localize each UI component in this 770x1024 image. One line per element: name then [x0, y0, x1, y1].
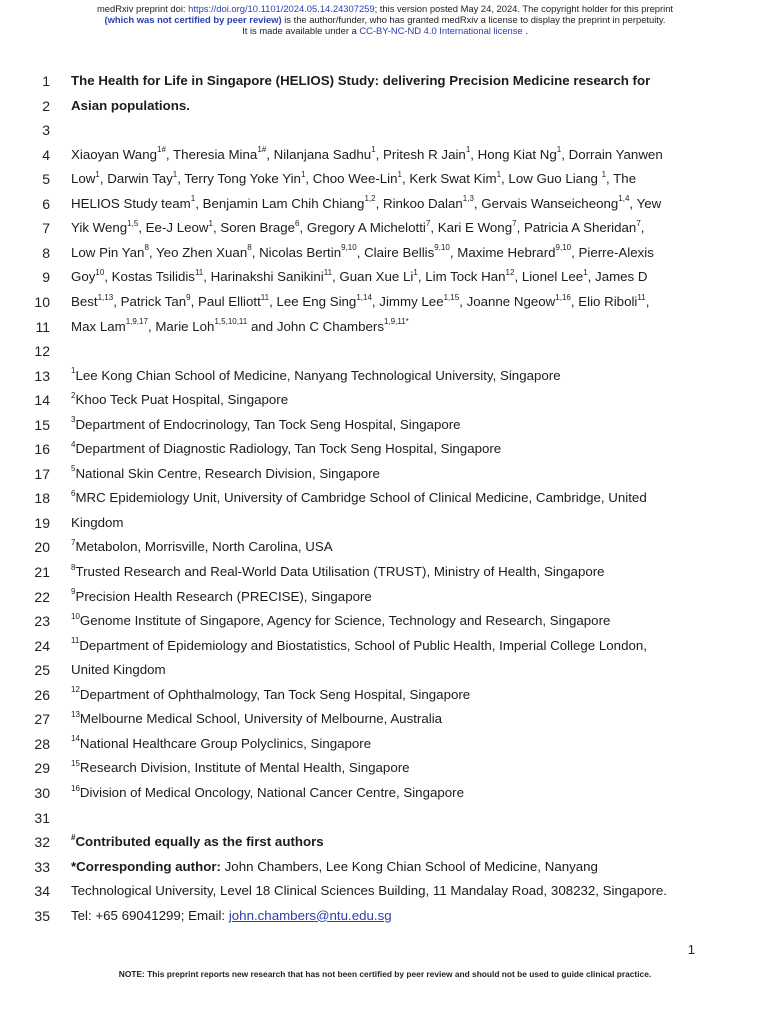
line-number: 10 — [34, 293, 50, 310]
affiliation-superscript: 11 — [71, 636, 80, 646]
text-run: , Choo Wee-Lin — [305, 171, 398, 187]
line-text — [71, 587, 710, 607]
manuscript-line — [0, 857, 770, 877]
line-text — [71, 145, 710, 165]
line-number: 28 — [34, 735, 50, 752]
line-text — [71, 439, 710, 459]
line-text — [71, 832, 710, 852]
text-run: , Soren Brage — [212, 220, 296, 236]
manuscript-line — [0, 488, 770, 508]
line-text — [71, 611, 710, 631]
text-run: , — [645, 293, 650, 309]
text-run: , Nicolas Bertin — [251, 244, 342, 260]
text-run: , Marie Loh — [147, 318, 215, 334]
doi-link[interactable]: https://doi.org/10.1101/2024.05.14.24307259 — [188, 3, 375, 14]
manuscript-line — [0, 685, 770, 705]
preprint-header-line-1: medRxiv preprint doi: https://doi.org/10.1101/2024.05.14.24307259; this version posted May 24, 2024. The copyright holder for this preprint — [96, 3, 674, 14]
line-text — [71, 906, 710, 926]
affiliation-superscript: # — [71, 832, 76, 842]
line-text — [71, 243, 710, 263]
affiliation-superscript: 1# — [157, 145, 166, 155]
manuscript-line — [0, 734, 770, 754]
text-run: , Jimmy Lee — [371, 293, 444, 309]
manuscript-line — [0, 96, 770, 116]
text-run: Best — [71, 293, 98, 309]
line-text — [71, 169, 710, 189]
line-text — [71, 415, 710, 435]
manuscript-line — [0, 808, 770, 828]
manuscript-line — [0, 243, 770, 263]
text-run: Metabolon, Morrisville, North Carolina, USA — [75, 539, 333, 555]
affiliation-superscript: 1 — [300, 169, 306, 179]
text-run: , Pierre-Alexis — [571, 244, 654, 260]
affiliation-superscript: 8 — [71, 562, 76, 572]
affiliation-superscript: 1,3 — [462, 194, 474, 204]
affiliation-superscript: 10 — [71, 611, 80, 621]
text-run: National Skin Centre, Research Division, Singapore — [75, 465, 380, 481]
email-link[interactable]: john.chambers@ntu.edu.sg — [228, 907, 392, 923]
manuscript-line — [0, 562, 770, 582]
affiliation-superscript: 1 — [371, 145, 376, 155]
affiliation-superscript: 9,10 — [434, 243, 450, 253]
text-run: , Nilanjana Sadhu — [266, 146, 372, 162]
line-number: 14 — [34, 392, 50, 409]
line-number: 27 — [34, 711, 50, 728]
manuscript-line — [0, 783, 770, 803]
text-run: Max Lam — [71, 318, 126, 334]
line-number: 17 — [34, 465, 50, 482]
line-number: 23 — [34, 613, 50, 630]
text-run: , Rinkoo Dalan — [375, 195, 463, 211]
text-run: , Joanne Ngeow — [459, 293, 556, 309]
text-run: Contributed equally as the first authors — [75, 834, 324, 850]
affiliation-superscript: 1,14 — [356, 292, 372, 302]
line-number: 18 — [34, 490, 50, 507]
text-run: , Maxime Hebrard — [449, 244, 556, 260]
text-run: Department of Endocrinology, Tan Tock Seng Hospital, Singapore — [75, 416, 461, 432]
text-run: Xiaoyan Wang — [71, 146, 157, 162]
line-text: Technological University, Level 18 Clinical Sciences Building, 11 Mandalay Road, 308232, Singapore. — [71, 883, 668, 899]
affiliation-superscript: 1,15 — [443, 292, 460, 302]
text-run: , Kerk Swat Kim — [402, 171, 497, 187]
affiliation-superscript: 2 — [71, 390, 76, 400]
text-run: , Low Guo Liang — [501, 171, 602, 187]
affiliation-superscript: 6 — [71, 488, 76, 498]
text-run: , Lim Tock Han — [417, 269, 506, 285]
line-text — [71, 194, 710, 214]
text-run: , Yew — [629, 195, 662, 211]
text-run: , Paul Elliott — [190, 293, 261, 309]
line-text — [71, 218, 710, 238]
affiliation-superscript: 12 — [505, 267, 515, 277]
affiliation-superscript: 9,10 — [341, 243, 357, 253]
line-number: 8 — [42, 244, 50, 261]
line-text: The Health for Life in Singapore (HELIOS) Study: delivering Precision Medicine research for — [71, 73, 651, 88]
manuscript-line — [0, 267, 770, 287]
text-run: Trusted Research and Real-World Data Utilisation (TRUST), Ministry of Health, Singapore — [75, 564, 605, 579]
line-number: 13 — [34, 367, 50, 384]
affiliation-superscript: 3 — [71, 415, 76, 425]
line-number: 34 — [34, 883, 50, 900]
line-text — [71, 390, 710, 410]
affiliation-superscript: 1 — [208, 218, 213, 228]
manuscript-line — [0, 120, 770, 140]
text-run: , Guan Xue Li — [332, 269, 414, 285]
text-run: Department of Ophthalmology, Tan Tock Seng Hospital, Singapore — [79, 686, 471, 702]
line-text: Asian populations. — [71, 97, 190, 113]
line-number: 24 — [34, 637, 50, 654]
line-number: 35 — [34, 907, 50, 924]
manuscript-line — [0, 611, 770, 631]
text-run: Lee Kong Chian School of Medicine, Nanyang Technological University, Singapore — [75, 367, 561, 383]
text-run: , Harinakshi Sanikini — [203, 269, 324, 285]
line-number: 32 — [34, 834, 50, 851]
manuscript-line — [0, 660, 770, 680]
text-run: , Yeo Zhen Xuan — [148, 244, 248, 260]
affiliation-superscript: 1 — [172, 169, 178, 179]
text-run: Research Division, Institute of Mental Health, Singapore — [79, 760, 410, 776]
affiliation-superscript: 7 — [636, 218, 641, 228]
affiliation-superscript: 16 — [71, 783, 80, 793]
manuscript-line — [0, 832, 770, 852]
affiliation-superscript: 12 — [71, 685, 80, 695]
line-number: 25 — [34, 662, 50, 679]
affiliation-superscript: 1,9,11* — [384, 317, 409, 327]
text-run: , Patricia A Sheridan — [516, 220, 637, 236]
affiliation-superscript: 1 — [413, 267, 418, 277]
text-run: HELIOS Study team — [71, 195, 191, 211]
line-number: 29 — [34, 760, 50, 777]
text-run: , Lee Eng Sing — [269, 293, 357, 309]
manuscript-line — [0, 194, 770, 214]
line-text — [71, 685, 710, 705]
manuscript-line — [0, 71, 770, 91]
manuscript-line — [0, 906, 770, 926]
text-run: Khoo Teck Puat Hospital, Singapore — [75, 392, 289, 408]
line-number: 9 — [42, 269, 50, 286]
page-number: 1 — [687, 942, 695, 957]
manuscript-line — [0, 513, 770, 533]
affiliation-superscript: 14 — [71, 734, 80, 744]
line-text — [71, 857, 710, 877]
line-number: 2 — [42, 97, 50, 114]
affiliation-superscript: 15 — [71, 758, 80, 768]
text-run: Department of Diagnostic Radiology, Tan Tock Seng Hospital, Singapore — [75, 441, 502, 457]
affiliation-superscript: 1 — [465, 145, 471, 155]
line-number: 1 — [42, 73, 50, 89]
affiliation-superscript: 1 — [190, 194, 196, 204]
text-run: MRC Epidemiology Unit, University of Cambridge School of Clinical Medicine, Cambridge, United — [75, 490, 647, 506]
text-run: , James D — [587, 269, 648, 285]
line-number: 33 — [34, 858, 50, 875]
text-run: Yik Weng — [71, 220, 128, 236]
line-number: 12 — [34, 343, 50, 360]
text-run: *Corresponding author: — [71, 858, 221, 874]
affiliation-superscript: 11 — [323, 267, 333, 277]
line-text — [71, 488, 710, 508]
text-run: Low Pin Yan — [71, 244, 145, 260]
text-run: , Theresia Mina — [165, 146, 258, 162]
text-run: , Lionel Lee — [514, 269, 584, 285]
line-text — [71, 317, 710, 337]
manuscript-line — [0, 758, 770, 778]
line-number: 5 — [42, 171, 50, 188]
text-run: , Pritesh R Jain — [375, 146, 466, 162]
line-number: 3 — [42, 122, 50, 139]
line-text: United Kingdom — [71, 662, 166, 678]
line-text — [71, 758, 710, 778]
affiliation-superscript: 9,10 — [555, 243, 572, 253]
line-number: 15 — [34, 416, 50, 433]
manuscript-line — [0, 169, 770, 189]
manuscript-line — [0, 292, 770, 312]
text-run: , Gregory A Michelotti — [299, 220, 426, 236]
line-number: 6 — [42, 195, 50, 212]
line-text — [71, 709, 710, 729]
line-text — [71, 464, 710, 484]
affiliation-superscript: 8 — [144, 243, 149, 253]
affiliation-superscript: 1 — [71, 366, 76, 376]
line-text — [71, 537, 710, 557]
affiliation-superscript: 11 — [194, 267, 204, 277]
manuscript-line — [0, 317, 770, 337]
text-run: John Chambers, Lee Kong Chian School of Medicine, Nanyang — [220, 858, 598, 874]
line-number: 11 — [35, 318, 50, 335]
line-number: 16 — [34, 441, 50, 458]
text-run: , Kari E Wong — [430, 220, 513, 236]
manuscript-line — [0, 218, 770, 238]
affiliation-superscript: 8 — [247, 243, 252, 253]
line-number: 20 — [34, 539, 50, 556]
manuscript-line — [0, 881, 770, 901]
manuscript-line — [0, 464, 770, 484]
affiliation-superscript: 5 — [71, 464, 76, 474]
line-text — [71, 734, 710, 754]
text-run: , Gervais Wanseicheong — [473, 195, 619, 211]
manuscript-line — [0, 587, 770, 607]
text-run: , Elio Riboli — [570, 293, 638, 309]
line-number: 30 — [34, 784, 50, 801]
affiliation-superscript: 4 — [71, 439, 76, 449]
affiliation-superscript: 11 — [260, 292, 270, 302]
line-text — [71, 783, 710, 803]
line-text: Kingdom — [71, 514, 124, 530]
affiliation-superscript: 13 — [71, 709, 80, 719]
text-run: , Terry Tong Yoke Yin — [177, 171, 301, 187]
text-run: Precision Health Research (PRECISE), Singapore — [75, 588, 372, 604]
line-number: 26 — [34, 686, 50, 703]
line-text — [71, 366, 710, 386]
text-run: , Darwin Tay — [99, 171, 173, 187]
text-run: , Benjamin Lam Chih Chiang — [195, 195, 365, 211]
line-number: 4 — [42, 146, 50, 163]
affiliation-superscript: 1,4 — [618, 194, 630, 204]
affiliation-superscript: 9 — [186, 292, 191, 302]
affiliation-superscript: 7 — [425, 218, 431, 228]
line-number: 19 — [34, 514, 50, 531]
line-text — [71, 636, 710, 656]
manuscript-line — [0, 709, 770, 729]
license-link[interactable]: CC-BY-NC-ND 4.0 International license — [359, 25, 523, 36]
affiliation-superscript: 11 — [637, 292, 646, 302]
affiliation-superscript: 1 — [397, 169, 402, 179]
manuscript-line — [0, 366, 770, 386]
preprint-header-line-3: It is made available under a CC-BY-NC-ND 4.0 International license . — [242, 25, 528, 36]
affiliation-superscript: 1 — [95, 169, 100, 179]
affiliation-superscript: 7 — [71, 538, 76, 548]
affiliation-superscript: 1 — [496, 169, 502, 179]
text-run: Genome Institute of Singapore, Agency for Science, Technology and Research, Singapore — [79, 613, 611, 629]
manuscript-line — [0, 415, 770, 435]
affiliation-superscript: 9 — [71, 587, 76, 597]
manuscript-line — [0, 341, 770, 361]
text-run: , Hong Kiat Ng — [470, 146, 557, 162]
line-number: 31 — [34, 809, 50, 826]
text-run: , — [640, 220, 645, 236]
text-run: , Ee-J Leow — [138, 220, 209, 236]
text-run: , The — [606, 171, 637, 187]
text-run: , Claire Bellis — [356, 244, 435, 260]
text-run: Tel: +65 69041299; Email: — [71, 907, 229, 923]
line-number: 7 — [42, 220, 50, 237]
affiliation-superscript: 1# — [257, 145, 267, 155]
affiliation-superscript: 1 — [556, 145, 562, 155]
manuscript-line — [0, 145, 770, 165]
affiliation-superscript: 1,9,17 — [125, 317, 148, 327]
affiliation-superscript: 1,13 — [97, 292, 114, 302]
line-text — [71, 267, 710, 287]
affiliation-superscript: 10 — [95, 267, 105, 277]
affiliation-superscript: 7 — [512, 218, 517, 228]
manuscript-line — [0, 439, 770, 459]
preprint-header-line-2: (which was not certified by peer review) is the author/funder, who has granted medRxiv a license to display the preprint in perpetuity. — [104, 14, 666, 25]
affiliation-superscript: 1 — [583, 267, 588, 277]
text-run: , Kostas Tsilidis — [104, 269, 195, 285]
manuscript-line — [0, 537, 770, 557]
text-run: National Healthcare Group Polyclinics, Singapore — [79, 735, 372, 751]
text-run: , Patrick Tan — [113, 293, 187, 309]
text-run: Low — [71, 171, 96, 187]
line-number: 22 — [34, 588, 50, 605]
text-run: Department of Epidemiology and Biostatistics, School of Public Health, Imperial College London, — [79, 637, 647, 653]
text-run: and John C Chambers — [247, 318, 384, 334]
line-text — [71, 292, 710, 312]
text-run: Division of Medical Oncology, National Cancer Centre, Singapore — [79, 784, 464, 800]
footer-note: NOTE: This preprint reports new research that has not been certified by peer review and should not be used to guide clinical practice. — [118, 969, 652, 979]
affiliation-superscript: 1,5,10,11 — [214, 317, 248, 327]
affiliation-superscript: 1,2 — [364, 194, 376, 204]
affiliation-superscript: 6 — [295, 218, 300, 228]
affiliation-superscript: 1 — [601, 169, 607, 179]
text-run: Melbourne Medical School, University of Melbourne, Australia — [79, 711, 443, 727]
manuscript-line — [0, 390, 770, 410]
affiliation-superscript: 1,5 — [127, 218, 139, 228]
affiliation-superscript: 1,16 — [555, 292, 571, 302]
line-text — [71, 562, 710, 582]
line-number: 21 — [34, 564, 50, 580]
manuscript-line — [0, 636, 770, 656]
text-run: Goy — [71, 269, 96, 285]
text-run: , Dorrain Yanwen — [561, 146, 663, 162]
